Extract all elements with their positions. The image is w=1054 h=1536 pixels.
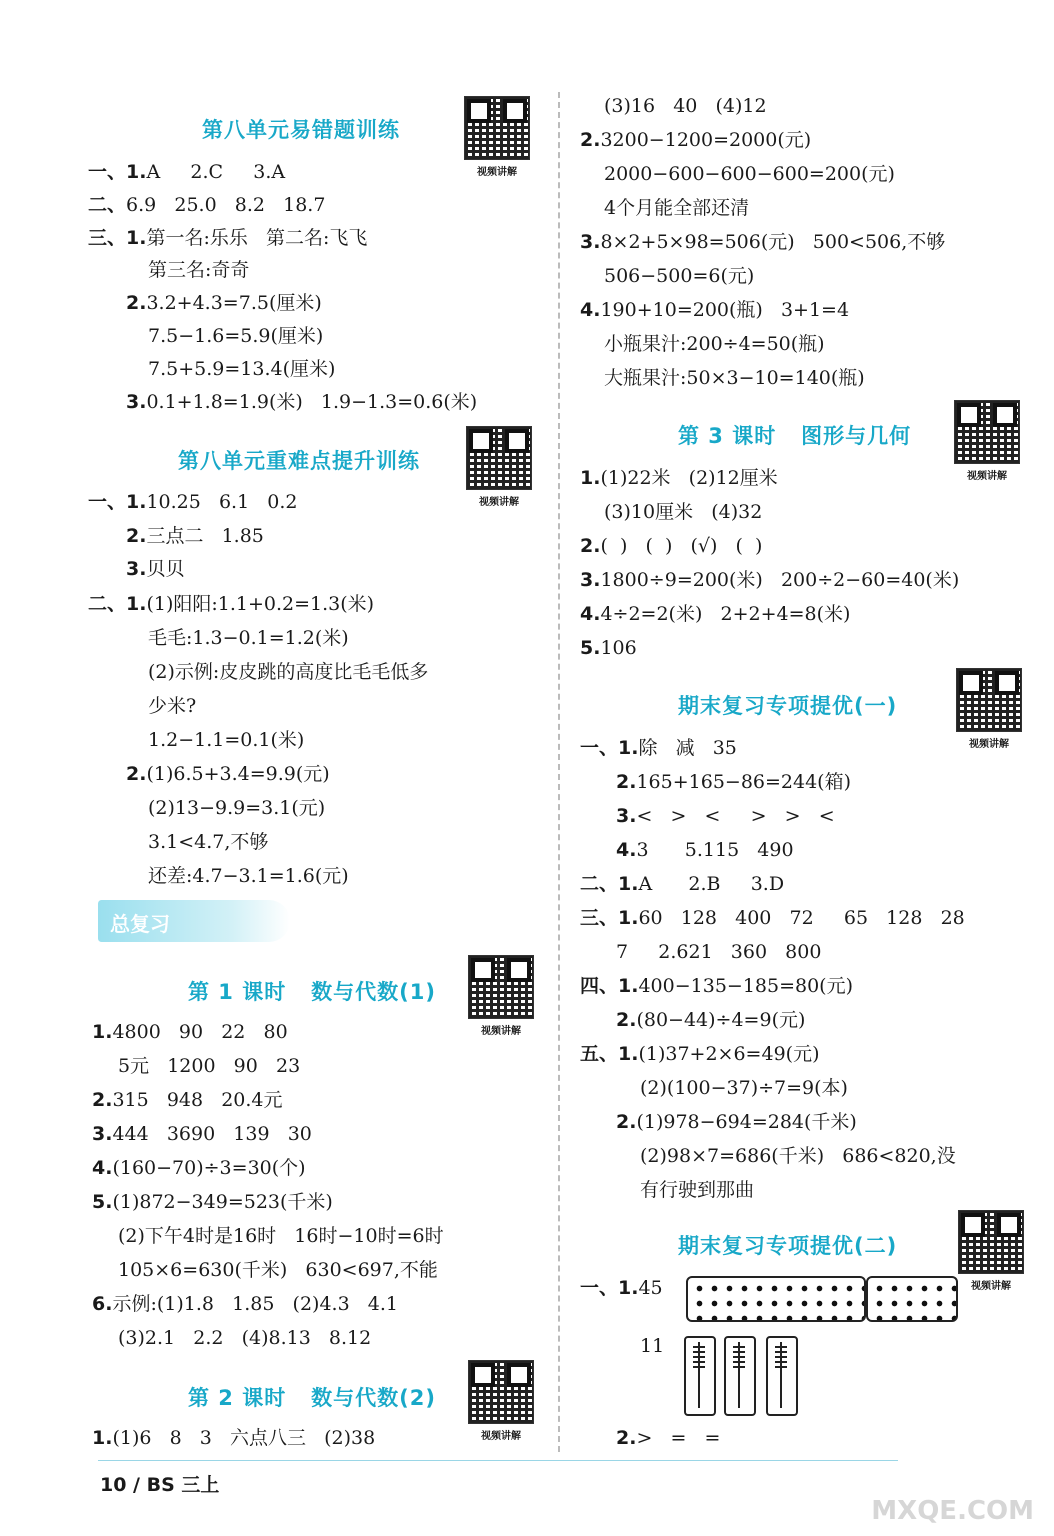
section-banner (98, 900, 290, 942)
column-divider (558, 92, 560, 1452)
answer-line (640, 1178, 754, 1202)
answer-line (118, 1054, 300, 1078)
answer-text: (3)16 40 (4)12 (604, 95, 767, 117)
question-number: 二、1. (88, 593, 147, 615)
section-heading: 第八单元易错题训练 (202, 118, 400, 142)
answer-text: 4÷2=2(米) 2+2+4=8(米) (600, 603, 851, 625)
answer-line (126, 557, 184, 581)
question-number: 三、1. (580, 907, 639, 929)
answer-line (604, 94, 767, 118)
qr-icon (954, 400, 1020, 464)
answer-line (148, 626, 349, 650)
qr-code[interactable] (464, 96, 530, 178)
answer-line (126, 390, 477, 414)
answer-text: 4个月能全部还清 (604, 197, 750, 219)
qr-code[interactable] (954, 400, 1020, 482)
answer-text: (1)37+2×6=49(元) (638, 1043, 820, 1065)
answer-line (616, 1110, 857, 1134)
answer-line (580, 974, 853, 998)
answer-text: 小瓶果汁:200÷4=50(瓶) (604, 333, 825, 355)
answer-text: A 2.B 3.D (638, 873, 785, 895)
answer-text: (2)13−9.9=3.1(元) (148, 797, 326, 819)
question-number: 2. (616, 1427, 637, 1449)
answer-line (616, 940, 821, 964)
qr-caption: 视频讲解 (477, 167, 517, 178)
answer-text: 3.1<4.7,不够 (148, 831, 269, 853)
answer-text: 3 5.115 490 (636, 839, 794, 861)
question-number: 2. (616, 1009, 637, 1031)
section-heading: 第 3 课时 图形与几何 (678, 424, 912, 448)
answer-line (580, 466, 778, 490)
question-number: 二、 (88, 194, 127, 216)
answer-text: (3)10厘米 (4)32 (604, 501, 763, 523)
answer-text: 400−135−185=80(元) (638, 975, 854, 997)
qr-icon (464, 96, 530, 160)
answer-line (92, 1020, 288, 1044)
answer-line (580, 906, 965, 930)
question-number: 一、1. (580, 1277, 639, 1299)
watermark: MXQE.COM (871, 1496, 1034, 1526)
question-number: 一、1. (580, 737, 639, 759)
question-number: 2. (616, 1111, 637, 1133)
answer-line (88, 160, 285, 184)
answer-line (580, 1042, 819, 1066)
question-number: 3. (616, 805, 637, 827)
answer-text: 506−500=6(元) (604, 265, 755, 287)
answer-text: (1)22米 (2)12厘米 (600, 467, 778, 489)
answer-text: 8×2+5×98=506(元) 500<506,不够 (600, 231, 946, 253)
answer-line (640, 1076, 848, 1100)
answer-text: > = = (636, 1427, 721, 1449)
banner-label: 总复习 (110, 912, 170, 936)
answer-text: (2)98×7=686(千米) 686<820,没 (640, 1145, 956, 1167)
answer-line (92, 1156, 306, 1180)
answer-text: 3.2+4.3=7.5(厘米) (146, 292, 322, 314)
question-number: 2. (92, 1089, 113, 1111)
answer-text: < > < > > < (636, 805, 835, 827)
answer-line (92, 1292, 398, 1316)
question-number: 四、1. (580, 975, 639, 997)
answer-line (148, 830, 268, 854)
qr-caption: 视频讲解 (967, 471, 1007, 482)
section-heading: 第 1 课时 数与代数(1) (188, 980, 436, 1004)
answer-text: (2)示例:皮皮跳的高度比毛毛低多 (148, 661, 429, 683)
answer-text: 有行驶到那曲 (640, 1179, 755, 1201)
question-number: 6. (92, 1293, 113, 1315)
answer-text: 少米? (148, 695, 197, 717)
question-number: 2. (616, 771, 637, 793)
question-number: 二、1. (580, 873, 639, 895)
answer-line (604, 332, 825, 356)
answer-text: (1)6 8 3 六点八三 (2)38 (112, 1427, 376, 1449)
answer-text: 0.1+1.8=1.9(米) 1.9−1.3=0.6(米) (146, 391, 478, 413)
answer-text: (1)6.5+3.4=9.9(元) (146, 763, 330, 785)
answer-text: 7.5−1.6=5.9(厘米) (148, 325, 324, 347)
answer-line (616, 770, 851, 794)
question-number: 4. (580, 299, 601, 321)
qr-icon (468, 1360, 534, 1424)
qr-code[interactable] (468, 1360, 534, 1442)
question-number: 一、1. (88, 161, 147, 183)
answer-text: 4800 90 22 80 (112, 1021, 288, 1043)
answer-text: (2)(100−37)÷7=9(本) (640, 1077, 848, 1099)
question-number: 4. (616, 839, 637, 861)
answer-text: 106 (600, 637, 637, 659)
question-number: 4. (92, 1157, 113, 1179)
answer-line (148, 694, 196, 718)
answer-text: 7.5+5.9=13.4(厘米) (148, 358, 336, 380)
answer-line (580, 872, 784, 896)
page-footer: 10 / BS 三上 (100, 1474, 220, 1496)
answer-text: 11 (640, 1335, 665, 1357)
answer-line (580, 230, 945, 254)
answer-line (580, 128, 811, 152)
answer-line (148, 357, 335, 381)
qr-caption: 视频讲解 (481, 1431, 521, 1442)
answer-line (604, 196, 749, 220)
dot-array-figure-small (866, 1276, 958, 1322)
answer-text: 7 2.621 360 800 (616, 941, 822, 963)
answer-text: (3)2.1 2.2 (4)8.13 8.12 (118, 1327, 372, 1349)
qr-code[interactable] (958, 1210, 1024, 1292)
answer-text: 10.25 6.1 0.2 (146, 491, 298, 513)
answer-line (616, 1426, 720, 1450)
answer-text: 105×6=630(千米) 630<697,不能 (118, 1259, 438, 1281)
question-number: 3. (126, 558, 147, 580)
qr-code[interactable] (466, 426, 532, 508)
answer-text: 45 (638, 1277, 663, 1299)
counting-rod-figure (724, 1336, 756, 1416)
qr-icon (468, 955, 534, 1019)
answer-line (148, 728, 304, 752)
question-number: 5. (92, 1191, 113, 1213)
counting-rod-figure (684, 1336, 716, 1416)
answer-line (88, 193, 325, 217)
answer-line (640, 1144, 956, 1168)
question-number: 2. (580, 535, 601, 557)
answer-text: (160−70)÷3=30(个) (112, 1157, 306, 1179)
answer-text: 还差:4.7−3.1=1.6(元) (148, 865, 349, 887)
answer-line (580, 602, 850, 626)
question-number: 1. (92, 1427, 113, 1449)
answer-line (580, 1276, 663, 1300)
answer-line (580, 736, 737, 760)
question-number: 3. (126, 391, 147, 413)
answer-line (88, 490, 298, 514)
answer-line (118, 1326, 371, 1350)
answer-text: 示例:(1)1.8 1.85 (2)4.3 4.1 (112, 1293, 398, 1315)
answer-text: A 2.C 3.A (146, 161, 286, 183)
question-number: 3. (580, 231, 601, 253)
answer-line (616, 838, 794, 862)
qr-icon (958, 1210, 1024, 1274)
answer-line (148, 324, 323, 348)
answer-line (604, 264, 754, 288)
question-number: 1. (580, 467, 601, 489)
question-number: 2. (580, 129, 601, 151)
answer-line (118, 1258, 438, 1282)
question-number: 五、1. (580, 1043, 639, 1065)
answer-text: 315 948 20.4元 (112, 1089, 283, 1111)
counting-rod-figure (766, 1336, 798, 1416)
answer-text: 大瓶果汁:50×3−10=140(瓶) (604, 367, 865, 389)
answer-text: 除 减 35 (638, 737, 737, 759)
question-number: 三、1. (88, 227, 147, 249)
answer-text: (80−44)÷4=9(元) (636, 1009, 806, 1031)
answer-line (148, 258, 249, 282)
answer-line (126, 291, 322, 315)
answer-text: 毛毛:1.3−0.1=1.2(米) (148, 627, 349, 649)
answer-text: 2000−600−600−600=200(元) (604, 163, 895, 185)
answer-text: (1)阳阳:1.1+0.2=1.3(米) (146, 593, 375, 615)
question-number: 2. (126, 292, 147, 314)
answer-text: 1.2−1.1=0.1(米) (148, 729, 305, 751)
answer-line (92, 1088, 283, 1112)
dot-array-figure-large (686, 1276, 866, 1322)
question-number: 3. (92, 1123, 113, 1145)
answer-line (580, 568, 959, 592)
answer-line (88, 226, 367, 250)
section-heading: 第八单元重难点提升训练 (178, 449, 420, 473)
answer-text: 6.9 25.0 8.2 18.7 (126, 194, 326, 216)
answer-text: 165+165−86=244(箱) (636, 771, 852, 793)
answer-line (148, 864, 349, 888)
answer-line (616, 804, 835, 828)
answer-text: 60 128 400 72 65 128 28 (638, 907, 965, 929)
footer-rule (98, 1460, 898, 1461)
answer-text: (2)下午4时是16时 16时−10时=6时 (118, 1225, 444, 1247)
question-number: 1. (92, 1021, 113, 1043)
section-heading: 第 2 课时 数与代数(2) (188, 1386, 436, 1410)
answer-line (126, 524, 264, 548)
answer-line (92, 1122, 312, 1146)
question-number: 4. (580, 603, 601, 625)
answer-text: (1)872−349=523(千米) (112, 1191, 333, 1213)
qr-code[interactable] (468, 955, 534, 1037)
answer-line (640, 1334, 664, 1358)
answer-line (616, 1008, 805, 1032)
question-number: 2. (126, 763, 147, 785)
answer-line (604, 162, 895, 186)
answer-text: 190+10=200(瓶) 3+1=4 (600, 299, 850, 321)
qr-caption: 视频讲解 (969, 739, 1009, 750)
answer-text: ( ) ( ) (√) ( ) (600, 535, 763, 557)
answer-line (604, 500, 762, 524)
answer-line (580, 534, 762, 558)
question-number: 2. (126, 525, 147, 547)
section-heading: 期末复习专项提优(一) (678, 694, 898, 718)
section-heading: 期末复习专项提优(二) (678, 1234, 898, 1258)
qr-icon (956, 668, 1022, 732)
answer-line (604, 366, 865, 390)
qr-caption: 视频讲解 (481, 1026, 521, 1037)
qr-code[interactable] (956, 668, 1022, 750)
answer-line (118, 1224, 444, 1248)
question-number: 3. (580, 569, 601, 591)
answer-line (92, 1426, 375, 1450)
answer-line (148, 660, 428, 684)
answer-text: 第三名:奇奇 (148, 259, 250, 281)
answer-text: 第一名:乐乐 第二名:飞飞 (146, 227, 368, 249)
answer-line (126, 762, 330, 786)
answer-line (88, 592, 374, 616)
qr-icon (466, 426, 532, 490)
answer-line (580, 298, 849, 322)
question-number: 5. (580, 637, 601, 659)
answer-text: (1)978−694=284(千米) (636, 1111, 857, 1133)
answer-text: 1800÷9=200(米) 200÷2−60=40(米) (600, 569, 960, 591)
answer-text: 3200−1200=2000(元) (600, 129, 812, 151)
answer-text: 5元 1200 90 23 (118, 1055, 301, 1077)
answer-line (92, 1190, 333, 1214)
qr-caption: 视频讲解 (479, 497, 519, 508)
qr-caption: 视频讲解 (971, 1281, 1011, 1292)
answer-line (148, 796, 325, 820)
answer-text: 444 3690 139 30 (112, 1123, 312, 1145)
question-number: 一、1. (88, 491, 147, 513)
answer-text: 三点二 1.85 (146, 525, 264, 547)
answer-text: 贝贝 (146, 558, 185, 580)
answer-line (580, 636, 637, 660)
